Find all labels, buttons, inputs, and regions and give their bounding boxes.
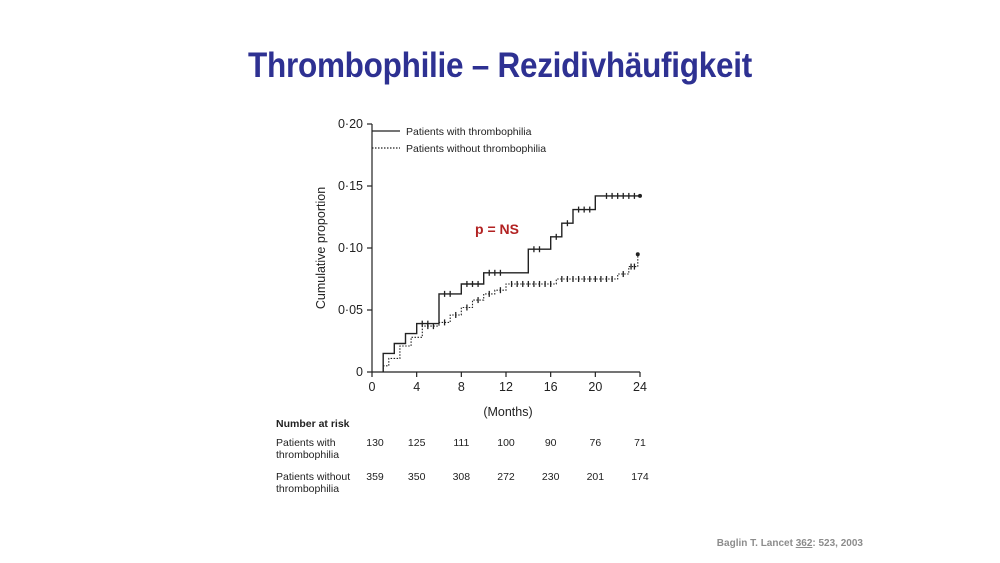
risk-value: 359	[366, 471, 384, 483]
x-tick-label: 0	[368, 380, 376, 394]
series-line-2	[383, 254, 638, 372]
chart-series	[383, 193, 642, 372]
citation	[717, 538, 863, 549]
risk-row-without-thrombophilia	[276, 471, 676, 501]
citation-prefix: Baglin T. Lancet	[716, 538, 796, 549]
risk-row-label	[276, 471, 366, 495]
y-tick-label: 0·05	[337, 303, 363, 317]
x-tick-label: 20	[588, 380, 603, 394]
risk-row-label-line1: Patients without	[276, 471, 351, 483]
series-end-point-2	[636, 252, 640, 256]
x-tick-label: 8	[457, 380, 465, 394]
y-tick-label: 0·20	[337, 117, 363, 131]
legend-label-series-1: Patients with thrombophilia	[406, 126, 532, 138]
x-tick-label: 24	[633, 380, 647, 394]
risk-value: 350	[407, 471, 426, 483]
x-tick-label: 16	[543, 380, 558, 394]
p-value-annotation: p = NS	[475, 221, 519, 237]
risk-value: 272	[497, 471, 515, 483]
risk-row-label-line1: Patients with	[276, 437, 336, 449]
x-tick-label: 12	[499, 380, 513, 394]
y-tick-label: 0·10	[337, 241, 363, 255]
risk-value: 100	[497, 437, 515, 449]
risk-row-label-line2: thrombophilia	[276, 483, 340, 495]
risk-value: 230	[541, 471, 560, 483]
risk-value: 125	[407, 437, 426, 449]
risk-value: 111	[453, 437, 470, 449]
citation-suffix: : 523, 2003	[812, 538, 863, 549]
risk-row-with-thrombophilia	[276, 437, 676, 467]
risk-row-label-line2: thrombophilia	[276, 449, 340, 461]
x-tick-label: 4	[413, 380, 421, 394]
risk-value: 174	[631, 471, 649, 483]
risk-value: 201	[586, 471, 605, 483]
chart-legend	[372, 126, 546, 155]
risk-value: 308	[452, 471, 471, 483]
risk-value: 90	[544, 437, 557, 449]
slide-title: Thrombophilie – Rezidivhäufigkeit	[248, 46, 752, 85]
y-tick-label: 0	[356, 365, 363, 379]
y-tick-label: 0·15	[337, 179, 363, 193]
risk-row-label	[276, 437, 366, 461]
legend-label-series-2: Patients without thrombophilia	[406, 143, 547, 155]
x-axis-label: (Months)	[483, 405, 533, 419]
y-axis-label: Cumulative proportion	[314, 186, 328, 310]
risk-value: 71	[634, 437, 646, 449]
chart-axes	[338, 117, 647, 394]
risk-value: 76	[589, 437, 602, 449]
citation-volume: 362	[795, 538, 813, 549]
series-end-point-1	[638, 194, 642, 198]
risk-table-title: Number at risk	[276, 418, 350, 430]
risk-value: 130	[366, 437, 384, 449]
